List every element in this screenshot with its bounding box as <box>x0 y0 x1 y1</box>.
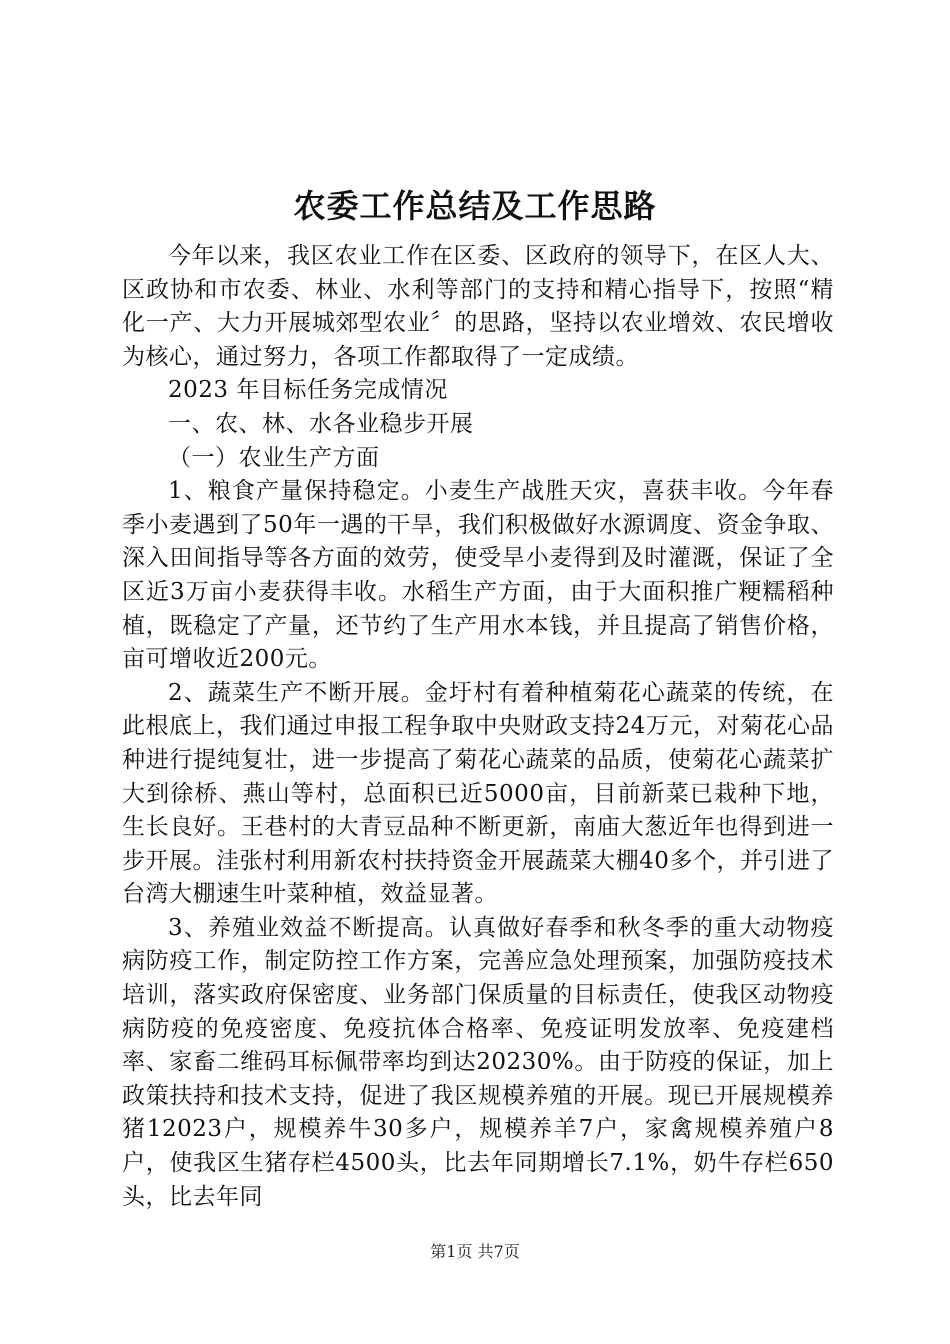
paragraph-vegetable-production: 2、蔬菜生产不断开展。金圩村有着种植菊花心蔬菜的传统，在此根底上，我们通过申报工程争取中央财政支持24万元，对菊花心品种进行提纯复壮，进一步提高了菊花心蔬菜的品质，使菊花心蔬菜扩大到徐桥、燕山等村，总面积已近5000亩，目前新菜已栽种下地，生长良好。王巷村的大青豆品种不断更新，南庙大葱近年也得到进一步开展。洼张村利用新农村扶持资金开展蔬菜大棚40多个，并引进了台湾大棚速生叶菜种植，效益显著。 <box>122 679 834 908</box>
subsection-heading-agri-production: （一）农业生产方面 <box>168 444 380 471</box>
page-number-footer: 第1页 共7页 <box>430 1242 520 1261</box>
paragraph-livestock: 3、养殖业效益不断提高。认真做好春季和秋冬季的重大动物疫病防疫工作，制定防控工作方案，完善应急处理预案，加强防疫技术培训，落实政府保密度、业务部门保质量的目标责任，使我区动物疫病防疫的免疫密度、免疫抗体合格率、免疫证明发放率、免疫建档率、家畜二维码耳标佩带率均到达20230%。由于防疫的保证，加上政策扶持和技术支持，促进了我区规模养殖的开展。现已开展规模养猪12023户，规模养牛30多户，规模养羊7户，家禽规模养殖户8户，使我区生猪存栏4500头，比去年同期增长7.1%，奶牛存栏650头，比去年同 <box>122 914 834 1210</box>
document-body <box>122 240 834 1214</box>
document-title: 农委工作总结及工作思路 <box>293 187 657 225</box>
section-heading-agri-forestry-water: 一、农、林、水各业稳步开展 <box>168 410 474 437</box>
paragraph-intro: 今年以来，我区农业工作在区委、区政府的领导下，在区人大、区政协和市农委、林业、水利等部门的支持和精心指导下，按照“精化一产、大力开展城郊型农业〞的思路，坚持以农业增效、农民增收为核心，通过努力，各项工作都取得了一定成绩。 <box>122 243 834 370</box>
section-heading-2023-targets: 2023 年目标任务完成情况 <box>168 377 448 404</box>
paragraph-grain-output: 1、粮食产量保持稳定。小麦生产战胜天灾，喜获丰收。今年春季小麦遇到了50年一遇的干旱，我们积极做好水源调度、资金争取、深入田间指导等各方面的效劳，使受旱小麦得到及时灌溉，保证了全区近3万亩小麦获得丰收。水稻生产方面，由于大面积推广粳糯稻种植，既稳定了产量，还节约了生产用水本钱，并且提高了销售价格，亩可增收近200元。 <box>122 478 834 673</box>
